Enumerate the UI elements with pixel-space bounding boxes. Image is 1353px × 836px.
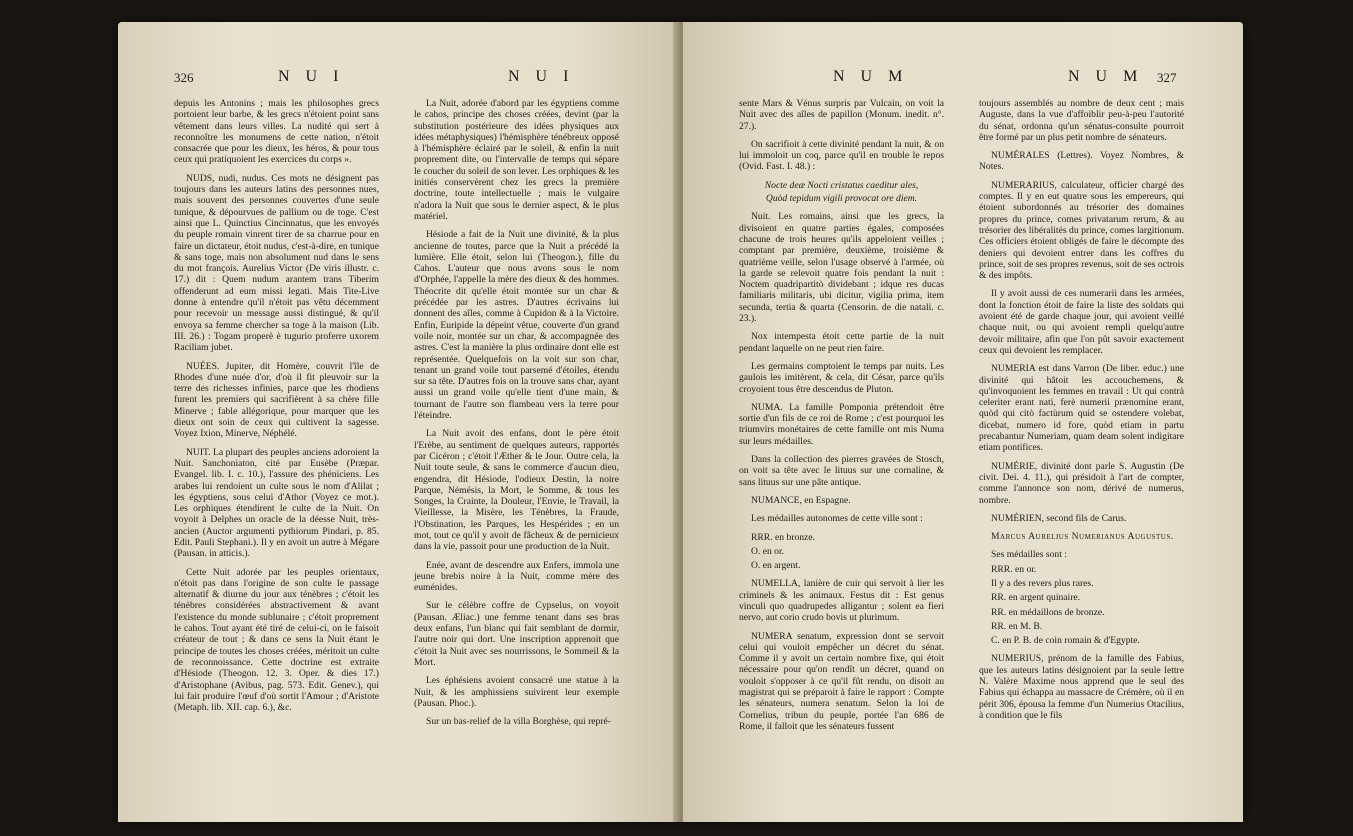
paragraph: NUMERIA est dans Varron (De liber. educ.) une divinité qui hâtoit les accouchemens, & qu'invoquoient les femmes en travail : Ut qui contrà celeriter erant nati, ferè numerii prænomine erant, quòd qui citò factùrum quid se ostendere volebat, dicebat, numero id fore, quòd etiam in partu precabantur Numeriam, quam deam solent indigitare etiam pontifices. [979,363,1184,454]
paragraph: NUMERIUS, prénom de la famille des Fabius, que les auteurs latins désignoient par la seule lettre N. Valère Maxime nous apprend que le seul des Fabius qui échappa au massacre de Crémère, où il en périt 306, épousa la femme d'un Numerius Otacilius, à condition que le fils [979,653,1184,721]
paragraph: sente Mars & Vénus surpris par Vulcain, on voit la Nuit avec des aîles de papillon (Monum. inedit. n°. 27.). [739,98,944,132]
right-page [683,22,1243,822]
paragraph: NUMELLA, lanière de cuir qui servoit à lier les criminels & les animaux. Festus dit : Est genus vinculi quo quadrupedes alligantur ; solent ea fieri nervo, aut corio crudo bovis ut plurimum. [739,578,944,624]
paragraph: NUMA. La famille Pomponia prétendoit être sortie d'un fils de ce roi de Rome ; c'est pourquoi les triumvirs monétaires de cette famille ont mis Numa sur leurs médailles. [739,401,944,447]
paragraph: Les germains comptoient le temps par nuits. Les gaulois les imitèrent, & cela, dit César, parce qu'ils croyoient tous être descendus de Pluton. [739,360,944,395]
paragraph: depuis les Antonins ; mais les philosophes grecs portoient leur barbe, & les grecs n'étoient point sans vêtement dans leurs villes. La nudité qui sert à reconnoître les monumens de cette nation, n'étoit consacrée que pour les dieux, les héros, & pour tous ceux qui pratiquoient les exercices du corps ». [174,98,379,166]
verse-line: Quòd tepidum vigili provocat ore diem. [765,193,918,205]
paragraph: NUIT. La plupart des peuples anciens adoroient la Nuit. Sanchoniaton, cité par Eusèbe (Præpar. Evangel. lib. I. c. 10.), l'assure des phéniciens. Les arabes lui rendoient un culte sous le nom d'Alilat ; les égyptiens, sous celui d'Athor (Voyez ce mot.). Les orphiques étendirent le culte de la Nuit. On voyoit à Delphes un oracle de la déesse Nuit, très-ancien (Auctor argumenti pythiorum Pindari, p. 85. Edit. Pauli Stephani.). Il y en avoit un autre à Mégare (Pausan. in atticis.). [174,446,379,560]
paragraph: NUMÉRIEN, second fils de Carus. [991,512,1127,524]
paragraph: La Nuit, adorée d'abord par les égyptiens comme le cahos, principe des choses créées, devint (par la substitution postérieure des idées physiques aux idées métaphysiques) l'hémisphère ténébreux opposé à l'hémisphère éclairé par le soleil, & enfin la nuit proprement dite, ou l'intervalle de temps qui sépare le coucher du soleil de son lever. Les orphiques & les initiés conservèrent chez les grecs la première doctrine, toute intellectuelle ; mais le vulgaire n'adora la Nuit que sous le dernier aspect, & le plus matériel. [414,98,619,222]
paragraph: Les éphésiens avoient consacré une statue à la Nuit, & les amphissiens suivirent leur exemple (Pausan. Phoc.). [414,675,619,709]
paragraph: Il y a des revers plus rares. [991,577,1094,589]
paragraph: Les médailles autonomes de cette ville sont : [751,513,923,525]
paragraph: La Nuit avoit des enfans, dont le père étoit l'Erèbe, au sentiment de quelques auteurs, rapportés par Cicéron ; c'étoit l'Æther & le Jour. Outre cela, la Nuit toute seule, & sans le commerce d'aucun dieu, engendra, dit Hésiode, l'odieux Destin, la noire Parque, Némésis, la Mort, le Somme, & tous les Songes, la Crainte, la Douleur, l'Envie, le Travail, la Vieillesse, la Misère, les Ténèbres, la Fraude, l'Obstination, les Parques, les Hespérides ; en un mot, tout ce qu'il y avoit de fâcheux & de pernicieux dans la vie, passoit pour une production de la Nuit. [414,428,619,553]
page-number: 326 [174,70,194,85]
paragraph: Hésiode a fait de la Nuit une divinité, & la plus ancienne de toutes, parce que la Nuit a précédé la lumière. Elle étoit, selon lui (Theogon.), fille du Cahos. L'auteur que nous avons sous le nom d'Orphée, l'appelle la mère des dieux & des hommes. Théocrite dit qu'elle étoit montée sur un char & précédée par les astres. D'autres écrivains lui donnent des aîles, comme à Cupidon & à la Victoire. Enfin, Euripide la dépeint vêtue, couverte d'un grand voile noir, montée sur un char, & accompagnée des astres. C'est la manière la plus ordinaire dont elle est représentée. Quelquefois on la voit sur son char, tenant un grand voile tout parsemé d'étoiles, étendu sur sa tête. D'autres fois on la trouve sans char, ayant aussi un grand voile qu'elle tient d'une main, & tournant de l'autre son flambeau vers la terre pour l'éteindre. [414,229,619,422]
paragraph: Sur le célèbre coffre de Cypselus, on voyoit (Pausan. Æliac.) une femme tenant dans ses bras deux enfans, l'un blanc qui fait semblant de dormir, l'autre noir qui dort. Une inscription apprenoit que c'étoit la Nuit avec ses nourrissons, le Sommeil & la Mort. [414,600,619,668]
paragraph: NUÉES. Jupiter, dit Homère, couvrit l'île de Rhodes d'une nuée d'or, d'où il fit pleuvoir sur la terre des richesses infinies, parce que les rhodiens furent les premiers qui sacrifièrent à sa chère fille Minerve ; fable allégorique, pour marquer que les dieux ont soin de ceux qui cultivent la sagesse. Voyez Ixion, Minerve, Néphélé. [174,360,379,440]
paragraph: Ses médailles sont : [991,549,1067,561]
text-column [414,98,619,734]
paragraph: Nox intempesta étoit cette partie de la nuit pendant laquelle on ne peut rien faire. [739,331,944,354]
paragraph: RR. en médaillons de bronze. [991,606,1105,618]
page-number: 327 [1157,70,1177,85]
paragraph: NUMERA senatum, expression dont se servoit celui qui vouloit empêcher un décret du sénat. Comme il y avoit un certain nombre fixe, qui étoit nécessaire pour qu'on rendît un décret, quand on vouloit s'opposer à ce qu'il fût rendu, on disoit au magistrat qui se préparoit à faire le rapport : Compte les sénateurs, numera senatum. Selon la loi de Cornelius, tribun du peuple, portée l'an 686 de Rome, il falloit que les sénateurs fussent [739,630,944,732]
paragraph: RR. en argent quinaire. [991,592,1081,604]
paragraph: Dans la collection des pierres gravées de Stosch, on voit sa tête avec le lituus sur une cornaline, & sans lituus sur une pâte antique. [739,454,944,488]
left-page [118,22,678,822]
paragraph: RR. en M. B. [991,620,1043,632]
text-column [979,98,1184,728]
running-head: N U M [1068,68,1144,85]
paragraph: Il y avoit aussi de ces numerarii dans les armées, dont la fonction étoit de faire la liste des soldats qui avoient été de garde chaque jour, qui avoient veillé chaque nuit, ou qui avoient rempli quelqu'autre devoir militaire, afin que l'on pût savoir exactement ceux qui devoient les remplacer. [979,288,1184,356]
paragraph: NUDS, nudi, nudus. Ces mots ne désignent pas toujours dans les auteurs latins des personnes nues, mais souvent des personnes couvertes d'une seule tunique, & dépourvues de pallium ou de toge. C'est ainsi que L. Quinctius Cincinnatus, que les envoyés du peuple romain vinrent tirer de sa charrue pour en faire un dictateur, étoit nudus, c'est-à-dire, en tunique & sans toge, mais non absolument nud dans le sens du mot françois. Aurelius Victor (De viris illustr. c. 17.) dit : Quem nudum arantem trans Tiberim offenderunt ad eum missi legati. Mais Tite-Live donne à entendre qu'il n'étoit pas vêtu décemment pour recevoir un message aussi distingué, & qu'il envoya sa femme chercher sa toge à la maison (Lib. III. 26.) : Togam properè è tugurio proferre uxorem Raciliam jubet. [174,172,379,354]
paragraph: O. en argent. [751,560,801,572]
running-head: N U I [278,68,345,85]
paragraph: On sacrifioit à cette divinité pendant la nuit, & on lui immoloit un coq, parce qu'il en trouble le repos (Ovid. Fast. I. 48.) : [739,138,944,173]
running-head: N U I [508,68,575,85]
paragraph: Marcus Aurelius Numerianus Augustus. [991,531,1174,543]
verse-line: Nocte deæ Nocti cristatus caeditur ales, [764,179,919,191]
paragraph: O. en or. [751,545,785,557]
book-spread [118,22,1243,822]
running-head: N U M [833,68,909,85]
paragraph: Nuit. Les romains, ainsi que les grecs, la divisoient en quatre parties égales, composées chacune de trois heures qu'ils appeloient veilles ; comptant par première, deuxième, troisième & quatrième veille, selon l'usage observé à l'armée, où la garde se relevoit quatre fois pendant la nuit : Noctem quadripartitò dividebant ; idque res ducas familiaris militaris, ubi dicitur, vigilia prima, item secunda, tertia & quarta (Censorin. de die natali. c. 23.). [739,211,944,325]
paragraph: NUMÉRIE, divinité dont parle S. Augustin (De civit. Dei. 4. 11.), qui présidoit à l'art de compter, comme l'annonce son nom, dérivé de numerus, nombre. [979,460,1184,506]
paragraph: Enée, avant de descendre aux Enfers, immola une jeune brebis noire à la Nuit, comme mère des euménides. [414,559,619,594]
paragraph: toujours assemblés au nombre de deux cent ; mais Auguste, dans la vue d'affoiblir peu-à-peu l'autorité du sénat, ordonna qu'un sénatus-consulte pourroit être formé par un plus petit nombre de sénateurs. [979,98,1184,143]
paragraph: C. en P. B. de coin romain & d'Egypte. [991,635,1140,647]
paragraph: NUMÉRALES (Lettres). Voyez Nombres, & Notes. [979,150,1184,173]
paragraph: Sur un bas-relief de la villa Borghèse, qui repré- [426,716,611,728]
paragraph: RRR. en bronze. [751,531,815,543]
paragraph: RRR. en or. [991,563,1037,575]
paragraph: NUMERARIUS, calculateur, officier chargé des comptes. Il y en eut quatre sous les empereurs, qui étoient subordonnés au trésorier des domaines propres du prince, comes privatarum rerum, & au trésorier des libéralités du prince, comes largitionum. Ces officiers étoient obligés de faire le décompte des deniers qui devoient entrer dans les coffres du prince, soit de ses propres revenus, soit de ses octrois & des impôts. [979,179,1184,282]
paragraph: Cette Nuit adorée par les peuples orientaux, n'étoit pas dans l'origine de son culte le passage alternatif & diurne du jour aux ténèbres ; c'étoit les ténèbres considérées abstractivement & avant l'existence du monde sublunaire ; c'étoit proprement le cahos. Tout ayant été tiré de celui-ci, on le faisoit créateur de tout ; & dans ce sens la Nuit étant le principe de toutes les choses créées, méritoit un culte de reconnoissance. Cette doctrine est extraite d'Hésiode (Theogon. 12. 3. Oper. & dies 17.) d'Aristophane (Avibus, pag. 573. Edit. Genev.), qui lui fait produire l'œuf d'où sortit l'Amour ; d'Aristote (Metaph. lib. XII. cap. 6.), &c. [174,566,379,714]
text-column [739,98,944,739]
paragraph: NUMANCE, en Espagne. [751,494,851,506]
text-column [174,98,379,720]
